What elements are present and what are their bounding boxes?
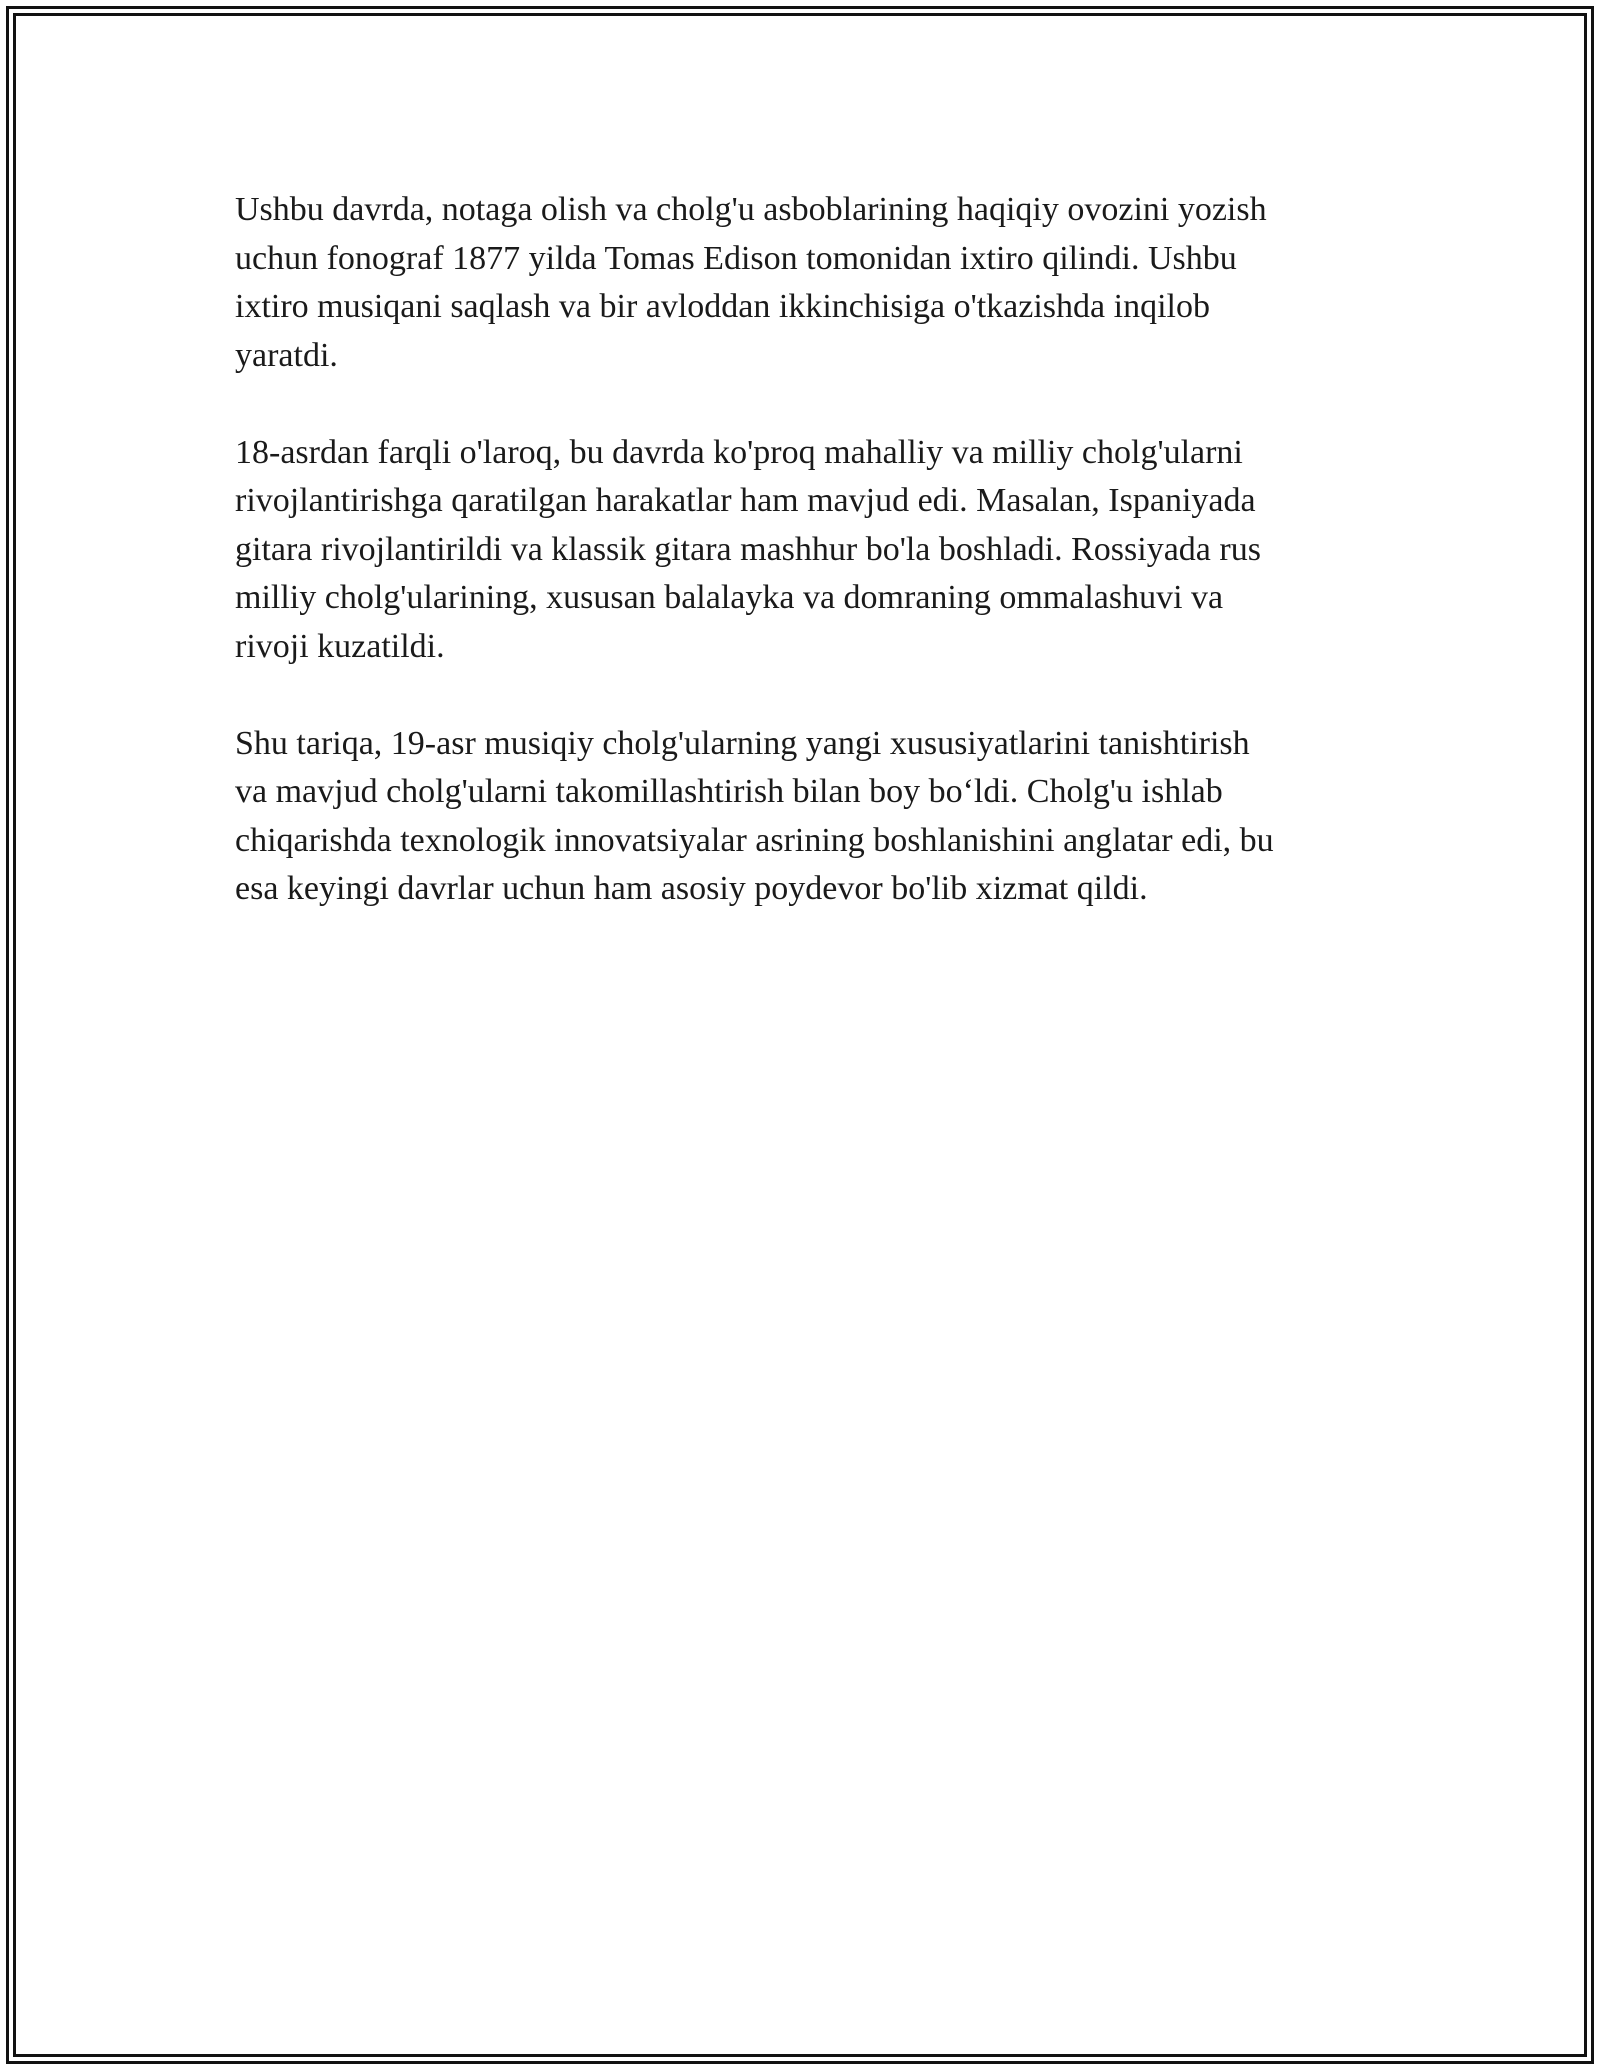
- document-body: [235, 186, 1365, 962]
- text-line: milliy cholg'ularining, xususan balalayka va domraning ommalashuvi va: [235, 579, 1224, 616]
- text-line: yaratdi.: [235, 336, 338, 374]
- text-line: rivojlantirishga qaratilgan harakatlar ham mavjud edi. Masalan, Ispaniyada: [235, 482, 1256, 519]
- paragraph-2: [235, 429, 1365, 672]
- text-line: va mavjud cholg'ularni takomillashtirish bilan boy bo‘ldi. Cholg'u ishlab: [235, 773, 1223, 810]
- paragraph-3: [235, 720, 1365, 914]
- paragraph-1: [235, 186, 1365, 380]
- text-line: Shu tariqa, 19-asr musiqiy cholg'ularning yangi xususiyatlarini tanishtirish: [235, 724, 1250, 762]
- text-line: ixtiro musiqani saqlash va bir avloddan ikkinchisiga o'tkazishda inqilob: [235, 288, 1210, 325]
- text-line: Ushbu davrda, notaga olish va cholg'u asboblarining haqiqiy ovozini yozish: [235, 191, 1267, 228]
- text-line: chiqarishda texnologik innovatsiyalar asrining boshlanishini anglatar edi, bu: [235, 821, 1274, 859]
- text-line: rivoji kuzatildi.: [235, 627, 445, 665]
- text-line: gitara rivojlantirildi va klassik gitara mashhur bo'la boshladi. Rossiyada rus: [235, 530, 1261, 568]
- text-line: uchun fonograf 1877 yilda Tomas Edison tomonidan ixtiro qilindi. Ushbu: [235, 239, 1237, 277]
- text-line: 18-asrdan farqli o'laroq, bu davrda ko'proq mahalliy va milliy cholg'ularni: [235, 433, 1243, 471]
- text-line: esa keyingi davrlar uchun ham asosiy poydevor bo'lib xizmat qildi.: [235, 870, 1148, 907]
